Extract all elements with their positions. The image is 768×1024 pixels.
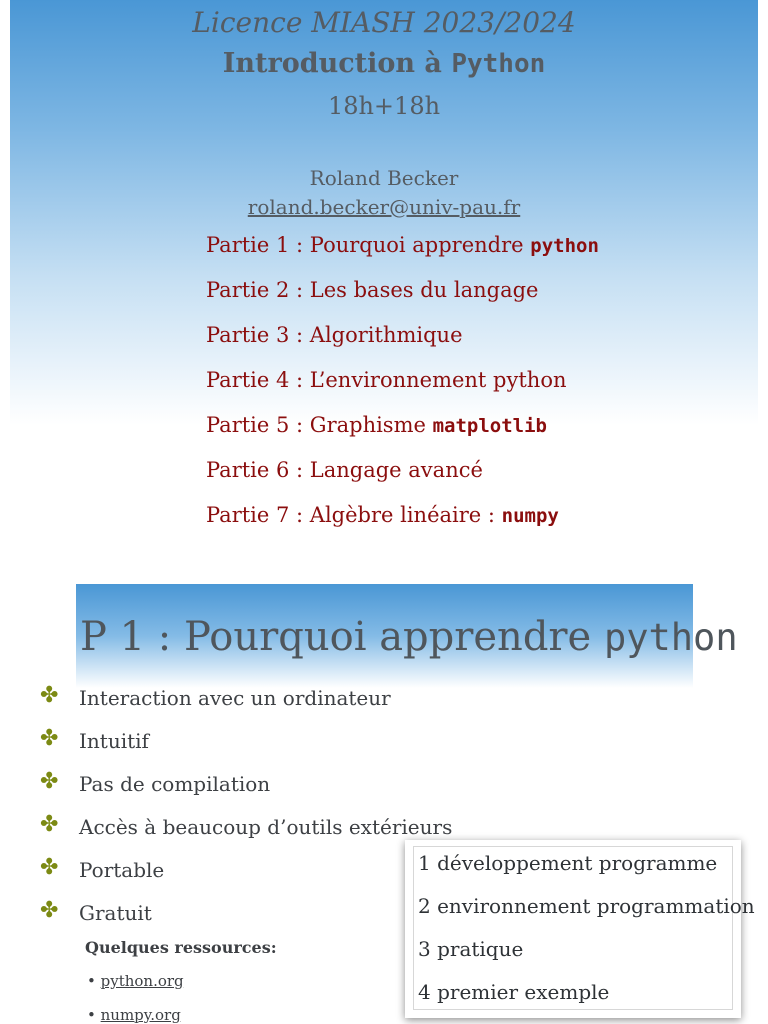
course-title: [10, 48, 758, 79]
slide2-title-prefix: P 1 : Pourquoi apprendre: [80, 614, 604, 660]
list-item: [40, 684, 452, 727]
clover-bullet-icon: ✤: [40, 683, 59, 708]
course-title-code: Python: [451, 49, 546, 79]
part-label: Partie 6 : Langage avancé: [206, 458, 483, 482]
part-item[interactable]: [206, 413, 599, 458]
toc-popup: [405, 840, 755, 1018]
list-item: [40, 899, 452, 942]
bullet-text: Accès à beaucoup d’outils extérieurs: [79, 815, 453, 839]
part-code: matplotlib: [432, 415, 547, 437]
course-title-prefix: Introduction à: [222, 48, 452, 79]
resources-list: [87, 972, 184, 1024]
course-hours: 18h+18h: [327, 92, 441, 120]
list-item: [40, 813, 452, 856]
author-email-link[interactable]: roland.becker@univ-pau.fr: [247, 195, 521, 219]
part-item[interactable]: [206, 458, 599, 503]
resource-item: • numpy.org: [87, 1006, 181, 1024]
part-label: Partie 1 : Pourquoi apprendre: [206, 233, 531, 257]
bullet-text: Portable: [79, 858, 165, 882]
part-label: Partie 3 : Algorithmique: [206, 323, 463, 347]
bullet-text: Pas de compilation: [79, 772, 271, 796]
part-item[interactable]: [206, 503, 599, 548]
part-label: Partie 5 : Graphisme: [206, 413, 433, 437]
part-label: Partie 2 : Les bases du langage: [206, 278, 539, 302]
part-item[interactable]: [206, 233, 599, 278]
clover-bullet-icon: ✤: [40, 769, 59, 794]
toc-item[interactable]: 3 pratique: [418, 937, 524, 961]
list-item: [40, 727, 452, 770]
part-label: Partie 4 : L’environnement python: [206, 368, 567, 392]
toc-popup-panel: [413, 846, 755, 1010]
resource-item: • python.org: [87, 972, 184, 990]
clover-bullet-icon: ✤: [40, 855, 59, 880]
clover-bullet-icon: ✤: [40, 812, 59, 837]
toc-list: [418, 851, 755, 1023]
title-slide: [10, 0, 758, 560]
resources-title: Quelques ressources:: [85, 938, 277, 957]
resource-link[interactable]: python.org: [100, 972, 184, 990]
toc-item[interactable]: 2 environnement programmation: [418, 894, 755, 918]
clover-bullet-icon: ✤: [40, 726, 59, 751]
part-item[interactable]: [206, 323, 599, 368]
part-code: python: [530, 235, 599, 257]
bullet-text: Gratuit: [79, 901, 152, 925]
course-line: Licence MIASH 2023/2024: [192, 6, 576, 39]
toc-item[interactable]: 4 premier exemple: [418, 980, 610, 1004]
resource-link[interactable]: numpy.org: [100, 1006, 181, 1024]
list-item: [40, 770, 452, 813]
bullet-text: Intuitif: [79, 729, 149, 753]
part-code: numpy: [501, 505, 559, 527]
slide2-title-code: python: [603, 616, 738, 659]
clover-bullet-icon: ✤: [40, 898, 59, 923]
slide2-title: [80, 614, 738, 660]
part-item[interactable]: [206, 368, 599, 413]
bullet-list: [40, 684, 452, 942]
parts-list: [206, 233, 599, 548]
toc-item[interactable]: 1 développement programme: [418, 851, 718, 875]
part-item[interactable]: [206, 278, 599, 323]
list-item: [40, 856, 452, 899]
author-name: Roland Becker: [309, 166, 459, 190]
part-label: Partie 7 : Algèbre linéaire :: [206, 503, 502, 527]
bullet-text: Interaction avec un ordinateur: [79, 686, 391, 710]
